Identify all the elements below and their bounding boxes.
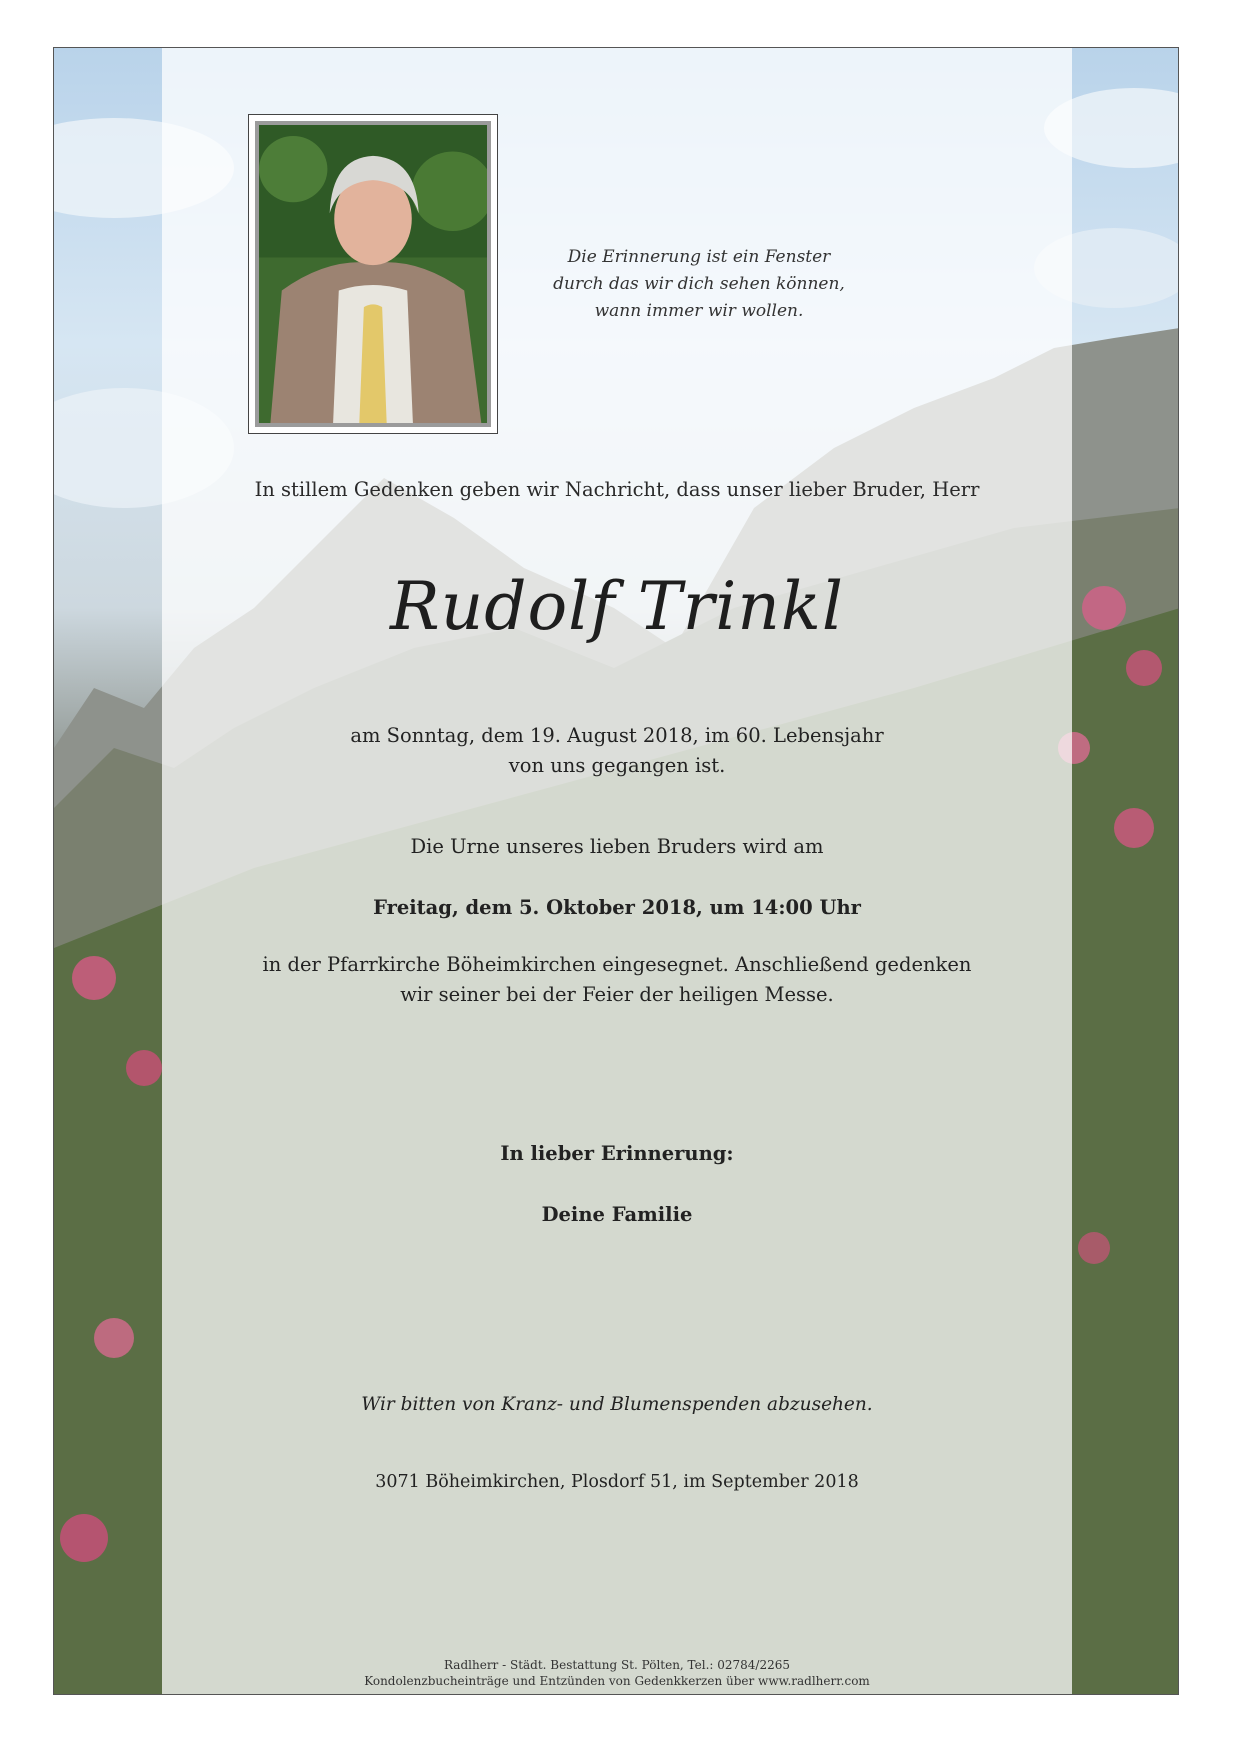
flower-request: Wir bitten von Kranz- und Blumenspenden abzusehen. — [361, 1394, 873, 1415]
deceased-name: Rudolf Trinkl — [390, 568, 844, 645]
quote-line: durch das wir dich sehen können, — [553, 274, 845, 294]
ceremony-date: Freitag, dem 5. Oktober 2018, um 14:00 Uhr — [373, 896, 861, 919]
church-line: in der Pfarrkirche Böheimkirchen eingesegnet. Anschließend gedenken — [262, 953, 972, 976]
place-date: 3071 Böheimkirchen, Plosdorf 51, im September 2018 — [375, 1472, 859, 1492]
quote-line: Die Erinnerung ist ein Fenster — [567, 247, 831, 267]
church-notice — [162, 950, 1072, 1010]
death-notice — [162, 721, 1072, 781]
footer-line: Radlherr - Städt. Bestattung St. Pölten, Tel.: 02784/2265 — [444, 1658, 790, 1672]
death-line: am Sonntag, dem 19. August 2018, im 60. Lebensjahr — [350, 724, 884, 747]
footer-line: Kondolenzbucheinträge und Entzünden von Gedenkkerzen über www.radlherr.com — [364, 1674, 870, 1688]
funeral-home-footer — [162, 1657, 1072, 1689]
family-signature: Deine Familie — [541, 1203, 693, 1226]
death-line: von uns gegangen ist. — [508, 754, 726, 777]
obituary-sheet — [53, 47, 1179, 1695]
announcement-intro: In stillem Gedenken geben wir Nachricht, dass unser lieber Bruder, Herr — [254, 478, 980, 501]
portrait-frame — [248, 114, 498, 434]
church-line: wir seiner bei der Feier der heiligen Messe. — [400, 983, 834, 1006]
urn-intro: Die Urne unseres lieben Bruders wird am — [410, 835, 824, 858]
closing-phrase: In lieber Erinnerung: — [500, 1142, 734, 1165]
portrait-photo — [259, 125, 487, 423]
memorial-quote — [534, 244, 864, 325]
quote-line: wann immer wir wollen. — [594, 301, 804, 321]
